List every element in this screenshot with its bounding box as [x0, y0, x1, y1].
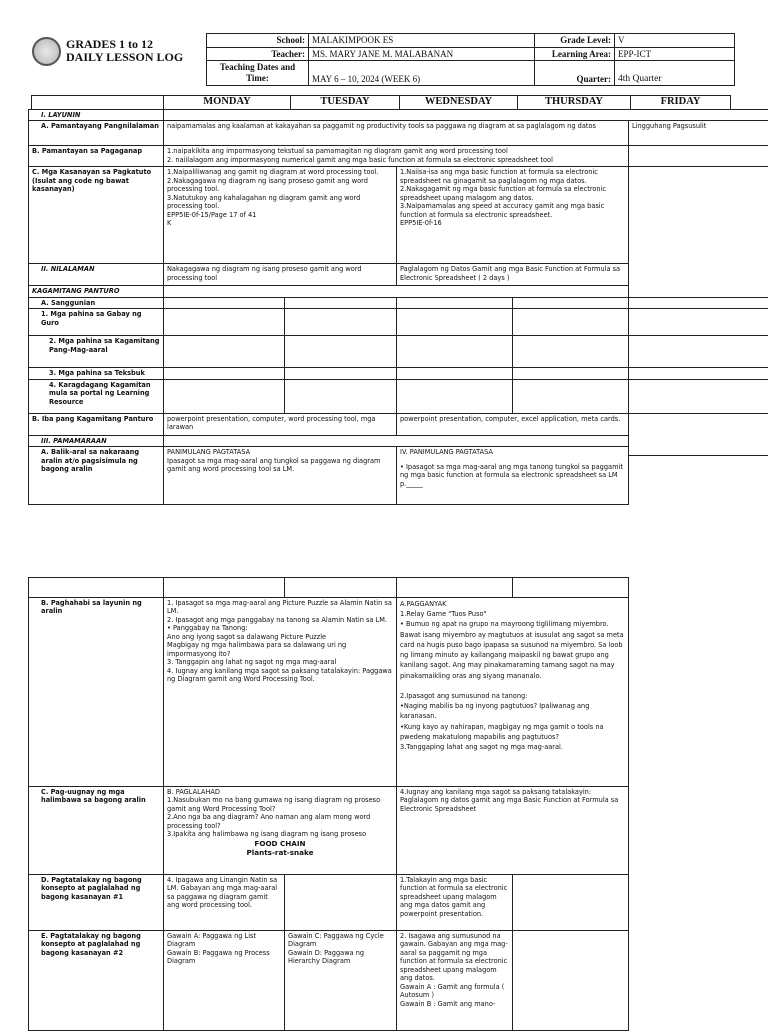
pagtatalakay-2-thursday [513, 931, 629, 1031]
quarter-label: Quarter: [535, 61, 615, 86]
paglalahad-text: B. PAGLALAHAD 1.Nasubukan mo na bang gumawa ng isang diagram ng proseso gamit ang Word Processing Tool? 2.Ano nga ba ang diagram? Ano naman ang alam mong word processing tool? 3.Ipakita ang halimbawa ng isang diagram ng isang proseso [167, 788, 393, 839]
day-wednesday: WEDNESDAY [400, 96, 518, 110]
blank-cell [629, 413, 768, 435]
friday-empty-cell [629, 146, 768, 167]
kasanayan-wednesday-thursday: 1.Naiisa-isa ang mga basic function at formula sa electronic spreadsheet na ginagamit sa paglalagom ng mga datos. 2.Nakagagamit ng mga basic function at formula sa electronic spreadsheet upang malagom ang datos. 3.Naipamamalas ang speed at accuracy gamit ang mga basic function at formula sa electronic spreadsheet. EPP5IE-0f-16 [397, 167, 629, 264]
pamantayang-pangnilalaman-text: naipamamalas ang kaalaman at kakayahan sa paggamit ng productivity tools sa paggawa ng diagram at sa paglalagom ng datos [164, 121, 629, 146]
page-title [66, 38, 183, 64]
teksbuk-label: 3. Mga pahina sa Teksbuk [29, 368, 164, 379]
learning-area-label: Learning Area: [535, 48, 615, 61]
bottom-header-cell [285, 578, 397, 598]
blank-cell [629, 264, 768, 286]
blank-cell [629, 931, 768, 1031]
learning-area-value: EPP-ICT [615, 48, 735, 61]
panimulang-pagtatasa-heading: PANIMULANG PAGTATASA [167, 448, 393, 456]
pag-uugnay-monday-tuesday [164, 787, 397, 875]
iba-pang-kagamitan-wednesday-thursday: powerpoint presentation, computer, excel application, meta cards. [397, 413, 629, 435]
teacher-value: MS. MARY JANE M. MALABANAN [309, 48, 535, 61]
pagtatalakay-1-label: D. Pagtatalakay ng bagong konsepto at paglalahad ng bagong kasanayan #1 [29, 875, 164, 931]
grade-level-value: V [615, 34, 735, 48]
day-monday: MONDAY [164, 96, 291, 110]
header-table [206, 33, 735, 86]
section-nilalaman: II. NILALAMAN [29, 264, 164, 286]
pagtatalakay-2-monday: Gawain A: Paggawa ng List Diagram Gawain B: Paggawa ng Process Diagram [164, 931, 285, 1031]
blank-cell [629, 598, 768, 787]
gabay-ng-guro-label: 1. Mga pahina sa Gabay ng Guro [29, 309, 164, 336]
food-chain-example: Plants-rat-snake [167, 848, 393, 857]
layunin-content [164, 110, 768, 121]
food-chain-title: FOOD CHAIN [167, 839, 393, 848]
day-thursday: THURSDAY [518, 96, 631, 110]
pag-uugnay-wednesday-thursday: 4.Iugnay ang kanilang mga sagot sa paksang tatalakayin: Paglalagom ng datos gamit ang mga Basic Function at Formula sa Electronic Spreadsheet [397, 787, 629, 875]
nilalaman-monday-tuesday: Nakagagawa ng diagram ng isang proseso gamit ang word processing tool [164, 264, 397, 286]
balik-aral-wednesday-thursday [397, 447, 629, 505]
grade-level-label: Grade Level: [535, 34, 615, 48]
blank-cell [629, 787, 768, 875]
day-friday: FRIDAY [631, 96, 731, 110]
iba-pang-kagamitan-monday-tuesday: powerpoint presentation, computer, word processing tool, mga larawan [164, 413, 397, 435]
paghahabi-monday-tuesday: 1. Ipasagot sa mga mag-aaral ang Picture Puzzle sa Alamin Natin sa LM. 2. Ipasagot ang mga panggabay na tanong sa Alamin Natin sa LM. • Panggabay na Tanong: Ano ang iyong sagot sa dalawang Picture Puzzle Magbigay ng mga halimbawa para sa dalawang uri ng impormasyong ito? 3. Tanggapin ang lahat ng sagot ng mga mag-aaral 4. Iugnay ang kanilang mga sagot sa paksang tatalakayin: Paggawa ng Diagram gamit ang Word Processing Tool. [164, 598, 397, 787]
pagtatalakay-1-wednesday: 1.Talakayin ang mga basic function at formula sa electronic spreadsheet upang malagom ang mga datos gamit ang powerpoint presentation. [397, 875, 513, 931]
title-line-1: GRADES 1 to 12 [66, 38, 183, 51]
bottom-header-cell [164, 578, 285, 598]
balik-aral-monday-text: Ipasagot sa mga mag-aaral ang tungkol sa paggawa ng diagram gamit ang word processing tool sa LM. [167, 457, 393, 474]
blank-cell [629, 447, 768, 505]
pamantayan-pagaganap-text: 1.naipakikita ang impormasyong tekstual sa pamamagitan ng diagram gamit ang word processing tool 2. naiilalagom ang impormasyong numerical gamit ang mga basic function at formula sa electronic spreadsheet tool [164, 146, 629, 167]
kagamitang-pang-mag-aaral-label: 2. Mga pahina sa Kagamitang Pang-Mag-aaral [29, 336, 164, 368]
kagamitan-content [164, 286, 629, 297]
paghahabi-wednesday-thursday: A.PAGGANYAK 1.Relay Game "Tuos Puso" • Bumuo ng apat na grupo na mayroong tiglilimang miyembro. Bawat isang miyembro ay magtutuos at isusulat ang sagot sa meta card na hugis puso bago ipapasa sa susunod na miyembro. Sa loob ng limang minuto ay kailangang maipaskil ng bawat grupo ang kanilang sagot. Ang may pinakamaraming tamang sagot na may pinakamaikling oras ang siyang mananalo. 2.Ipasagot ang sumusunod na tanong: •Naging mabilis ba ng inyong pagtutuos? Ipaliwanag ang karanasan. •Kung kayo ay nahirapan, magbigay ng mga gamit o tools na pwedeng makatulong mapabilis ang pagtutuos? 3.Tanggaping lahat ang sagot ng mga mag-aaral. [397, 598, 629, 787]
pag-uugnay-label: C. Pag-uugnay ng mga halimbawa sa bagong aralin [29, 787, 164, 875]
section-kagamitang-panturo: KAGAMITANG PANTURO [29, 286, 164, 297]
sanggunian-label: A. Sanggunian [29, 297, 164, 308]
bottom-header-cell [513, 578, 629, 598]
title-line-2: DAILY LESSON LOG [66, 51, 183, 64]
kasanayan-label: C. Mga Kasanayan sa Pagkatuto (Isulat ang code ng bawat kasanayan) [29, 167, 164, 264]
pagtatalakay-2-wednesday: 2. Isagawa ang sumusunod na gawain. Gabayan ang mga mag-aaral sa paggamit ng mga function at formula sa electronic spreadsheet upang malagom ang datos. Gawain A : Gamit ang formula ( Autosum ) Gawain B : Gamit ang mano- [397, 931, 513, 1031]
panimulang-pagtatasa-heading-2: IV. PANIMULANG PAGTATASA [400, 448, 625, 456]
kasanayan-monday-tuesday: 1.Naipaliliwanag ang gamit ng diagram at word processing tool. 2.Nakagagawa ng diagram ng isang proseso gamit ang word processing tool. 3.Natutukoy ang kahalagahan ng diagram gamit ang word processing tool. EPP5IE-0f-15/Page 17 of 41 K [164, 167, 397, 264]
section-pamamaraan: III. PAMAMARAAN [29, 435, 164, 446]
balik-aral-label: A. Balik-aral sa nakaraang aralin at/o pagsisimula ng bagong aralin [29, 447, 164, 505]
lesson-log-table-top [28, 109, 768, 505]
pamantayang-pangnilalaman-label: A. Pamantayang Pangnilalaman [29, 121, 164, 146]
section-layunin: I. LAYUNIN [29, 110, 164, 121]
quarter-value: 4th Quarter [615, 61, 735, 86]
blank-cell [629, 435, 768, 446]
paghahabi-label: B. Paghahabi sa layunin ng aralin [29, 598, 164, 787]
pagtatalakay-1-thursday [513, 875, 629, 931]
school-label: School: [207, 34, 309, 48]
blank-cell [629, 286, 768, 297]
bottom-header-cell [29, 578, 164, 598]
pamamaraan-content [164, 435, 629, 446]
pagtatalakay-1-tuesday [285, 875, 397, 931]
blank-cell [629, 578, 768, 598]
teacher-label: Teacher: [207, 48, 309, 61]
nilalaman-wednesday-thursday: Paglalagom ng Datos Gamit ang mga Basic Function at Formula sa Electronic Spreadsheet ( 2 days ) [397, 264, 629, 286]
bottom-header-cell [397, 578, 513, 598]
deped-seal-logo [32, 37, 61, 66]
teaching-dates-value: MAY 6 – 10, 2024 (WEEK 6) [309, 61, 535, 86]
school-value: MALAKIMPOOK ES [309, 34, 535, 48]
pagtatalakay-1-monday: 4. Ipagawa ang Linangin Natin sa LM. Gabayan ang mga mag-aaral sa paggawa ng diagram gamit ang word processing tool. [164, 875, 285, 931]
lesson-log-table-bottom [28, 577, 768, 1031]
balik-aral-monday-tuesday [164, 447, 397, 505]
blank-cell [629, 875, 768, 931]
balik-aral-thursday-text: • Ipasagot sa mga mag-aaral ang mga tanong tungkol sa paggamit ng mga basic function at formula sa electronic spreadsheet sa LM p._____ [400, 463, 625, 488]
teaching-dates-label: Teaching Dates and Time: [207, 61, 309, 86]
pamantayan-pagaganap-label: B. Pamantayan sa Pagaganap [29, 146, 164, 167]
days-corner-cell [32, 96, 164, 110]
pagtatalakay-2-label: E. Pagtatalakay ng bagong konsepto at paglalahad ng bagong kasanayan #2 [29, 931, 164, 1031]
friday-lingguhang-pagsusulit: Lingguhang Pagsusulit [629, 121, 768, 146]
days-header-row [31, 95, 731, 110]
karagdagang-kagamitan-label: 4. Karagdagang Kagamitan mula sa portal ng Learning Resource [29, 379, 164, 413]
blank-cell [629, 167, 768, 264]
day-tuesday: TUESDAY [291, 96, 400, 110]
pagtatalakay-2-tuesday: Gawain C: Paggawa ng Cycle Diagram Gawain D: Paggawa ng Hierarchy Diagram [285, 931, 397, 1031]
iba-pang-kagamitan-label: B. Iba pang Kagamitang Panturo [29, 413, 164, 435]
